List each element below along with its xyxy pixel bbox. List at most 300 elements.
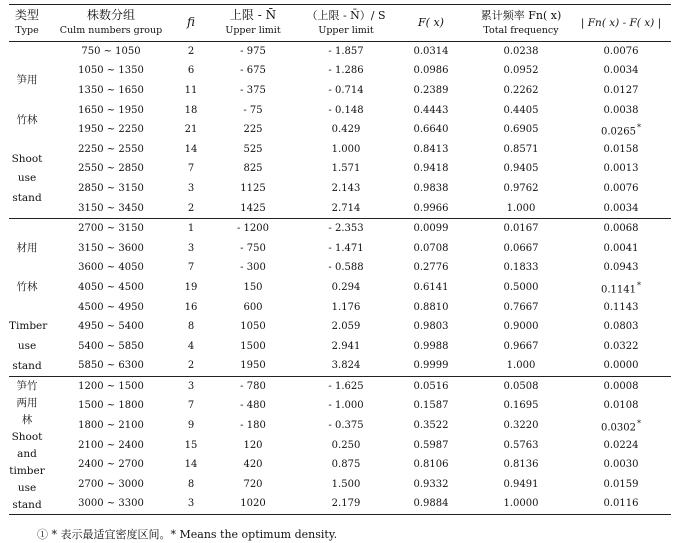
fn-cell xyxy=(471,397,571,417)
standardized-cell-text: 0.294 xyxy=(331,281,361,293)
fx-cell-text: 0.9838 xyxy=(413,182,449,194)
diff-cell-text: 0.0038 xyxy=(603,104,639,116)
fn-cell xyxy=(471,337,571,357)
standardized-cell-text: - 2.353 xyxy=(328,223,364,235)
upper-minus-mean-cell-text: 1425 xyxy=(240,202,266,214)
upper-minus-mean-cell xyxy=(205,298,301,318)
diff-cell xyxy=(571,475,671,495)
fx-cell-text: 0.8810 xyxy=(413,301,449,313)
type-line: 材用 xyxy=(16,241,38,254)
fx-cell xyxy=(391,455,471,475)
fi-cell-text: 19 xyxy=(184,281,198,293)
diff-cell-text: 0.0076 xyxy=(603,45,639,57)
diff-cell xyxy=(571,120,671,140)
fi-cell-text: 7 xyxy=(187,163,195,175)
standardized-cell xyxy=(301,42,391,62)
header-std xyxy=(301,5,391,42)
diff-cell xyxy=(571,219,671,239)
upper-minus-mean-cell xyxy=(205,455,301,475)
upper-minus-mean-cell xyxy=(205,337,301,357)
upper-minus-mean-cell-text: - 1200 xyxy=(236,223,269,235)
table-row xyxy=(9,436,671,456)
fn-cell-text: 1.000 xyxy=(506,202,536,214)
diff-cell-text: 0.0116 xyxy=(603,498,639,510)
fi-cell xyxy=(177,397,205,417)
fx-cell-text: 0.2389 xyxy=(413,84,449,96)
culm-group-cell-text: 5400 ~ 5850 xyxy=(78,340,144,352)
fx-cell xyxy=(391,101,471,121)
fi-cell-text: 3 xyxy=(187,498,195,510)
standardized-cell xyxy=(301,160,391,180)
culm-group-cell-text: 2700 ~ 3000 xyxy=(78,478,144,490)
diff-cell-text: 0.0158 xyxy=(603,143,639,155)
fi-cell xyxy=(177,357,205,377)
fn-cell xyxy=(471,455,571,475)
upper-minus-mean-cell xyxy=(205,101,301,121)
standardized-cell-text: 2.059 xyxy=(331,321,361,333)
header-group xyxy=(45,5,177,42)
diff-cell xyxy=(571,160,671,180)
fx-cell xyxy=(391,317,471,337)
fx-cell-text: 0.0986 xyxy=(413,65,449,77)
fi-cell xyxy=(177,337,205,357)
type-line: 竹林 xyxy=(16,113,38,126)
type-line xyxy=(9,91,45,111)
upper-minus-mean-cell-text: 1050 xyxy=(240,321,266,333)
culm-group-cell xyxy=(45,259,177,279)
standardized-cell-text: 1.176 xyxy=(331,301,361,313)
upper-minus-mean-cell-text: 420 xyxy=(243,459,263,471)
standardized-cell-text: - 0.588 xyxy=(328,262,364,274)
diff-cell xyxy=(571,317,671,337)
standardized-cell-text: - 1.625 xyxy=(328,380,364,392)
fn-cell-text: 0.9762 xyxy=(503,182,539,194)
fi-cell xyxy=(177,377,205,397)
diff-cell-text: 0.1143 xyxy=(603,301,639,313)
diff-cell-text: 0.0108 xyxy=(603,400,639,412)
upper-minus-mean-cell-text: - 780 xyxy=(240,380,266,392)
type-line: use xyxy=(17,172,37,185)
diff-cell xyxy=(571,62,671,82)
upper-minus-mean-cell-text: - 975 xyxy=(240,45,266,57)
table-row xyxy=(9,377,671,397)
fi-cell xyxy=(177,298,205,318)
fn-cell xyxy=(471,259,571,279)
fn-cell-text: 0.9000 xyxy=(503,321,539,333)
type-line: Shoot xyxy=(11,152,43,165)
table-row xyxy=(9,337,671,357)
type-line: timber xyxy=(9,464,45,477)
header-cum-zh: 累计频率 Fn( x) xyxy=(480,9,562,22)
diff-cell-text: 0.0127 xyxy=(603,84,639,96)
header-upper-en: Upper limit xyxy=(225,25,281,36)
fi-cell-text: 3 xyxy=(187,182,195,194)
culm-group-cell-text: 2550 ~ 2850 xyxy=(78,163,144,175)
fx-cell-text: 0.1587 xyxy=(413,400,449,412)
upper-minus-mean-cell xyxy=(205,62,301,82)
diff-cell xyxy=(571,259,671,279)
fi-cell-text: 2 xyxy=(187,45,195,57)
standardized-cell xyxy=(301,298,391,318)
header-upper xyxy=(205,5,301,42)
fi-cell xyxy=(177,62,205,82)
culm-group-cell xyxy=(45,317,177,337)
fx-cell xyxy=(391,140,471,160)
table-row xyxy=(9,317,671,337)
culm-group-cell xyxy=(45,298,177,318)
fx-cell xyxy=(391,357,471,377)
culm-group-cell-text: 4500 ~ 4950 xyxy=(78,301,144,313)
diff-cell-text: 0.0322 xyxy=(603,340,639,352)
standardized-cell xyxy=(301,62,391,82)
upper-minus-mean-cell xyxy=(205,397,301,417)
fn-cell-text: 0.0667 xyxy=(503,242,539,254)
table-row xyxy=(9,259,671,279)
upper-minus-mean-cell-text: 150 xyxy=(243,281,263,293)
fn-cell xyxy=(471,416,571,436)
header-diff-label: | Fn( x) - F( x) | xyxy=(580,16,662,29)
culm-group-cell-text: 2400 ~ 2700 xyxy=(78,459,144,471)
standardized-cell xyxy=(301,140,391,160)
fn-cell xyxy=(471,278,571,298)
fx-cell-text: 0.3522 xyxy=(413,420,449,432)
type-line: Timber xyxy=(9,320,48,333)
diff-cell-text: 0.0076 xyxy=(603,182,639,194)
standardized-cell xyxy=(301,239,391,259)
culm-group-cell-text: 1800 ~ 2100 xyxy=(78,420,144,432)
fx-cell xyxy=(391,495,471,515)
fi-cell xyxy=(177,416,205,436)
fn-cell-text: 0.1695 xyxy=(503,400,539,412)
diff-cell xyxy=(571,81,671,101)
table-row xyxy=(9,42,671,62)
optimum-star-mark: * xyxy=(637,280,641,290)
diff-cell-text: 0.0034 xyxy=(603,202,639,214)
type-line: 两用 xyxy=(16,396,38,409)
culm-group-cell xyxy=(45,199,177,219)
fi-cell-text: 14 xyxy=(184,459,198,471)
header-diff xyxy=(571,5,671,42)
standardized-cell-text: 2.714 xyxy=(331,202,361,214)
type-line: 竹林 xyxy=(16,281,38,294)
standardized-cell-text: - 1.286 xyxy=(328,65,364,77)
fn-cell-text: 0.0238 xyxy=(503,45,539,57)
culm-group-cell-text: 1950 ~ 2250 xyxy=(78,124,144,136)
diff-cell-text: 0.0803 xyxy=(603,321,639,333)
fn-cell xyxy=(471,317,571,337)
fx-cell xyxy=(391,377,471,397)
table-row xyxy=(9,140,671,160)
table-row xyxy=(9,495,671,515)
culm-group-cell xyxy=(45,357,177,377)
table-row xyxy=(9,397,671,417)
culm-group-cell-text: 2250 ~ 2550 xyxy=(78,143,144,155)
fn-cell-text: 1.0000 xyxy=(503,498,539,510)
group-shoot-use xyxy=(9,42,671,219)
standardized-cell-text: 3.824 xyxy=(331,360,361,372)
upper-minus-mean-cell xyxy=(205,199,301,219)
ks-test-table xyxy=(9,4,671,515)
fi-cell-text: 14 xyxy=(184,143,198,155)
header-row xyxy=(9,5,671,42)
type-line: and xyxy=(17,447,37,460)
standardized-cell-text: 0.429 xyxy=(331,124,361,136)
standardized-cell xyxy=(301,317,391,337)
fn-cell xyxy=(471,199,571,219)
diff-cell xyxy=(571,140,671,160)
culm-group-cell-text: 750 ~ 1050 xyxy=(81,45,141,57)
header-std-zh: （上限 - N̄）/ S xyxy=(306,9,386,22)
fi-cell xyxy=(177,475,205,495)
type-line xyxy=(9,259,45,279)
header-upper-zh: 上限 - N̄ xyxy=(229,8,277,22)
upper-minus-mean-cell xyxy=(205,416,301,436)
culm-group-cell xyxy=(45,495,177,515)
fi-cell xyxy=(177,101,205,121)
fx-cell-text: 0.0516 xyxy=(413,380,449,392)
culm-group-cell-text: 3600 ~ 4050 xyxy=(78,262,144,274)
fn-cell xyxy=(471,101,571,121)
culm-group-cell xyxy=(45,436,177,456)
fn-cell xyxy=(471,495,571,515)
fn-cell xyxy=(471,239,571,259)
standardized-cell xyxy=(301,397,391,417)
upper-minus-mean-cell-text: - 375 xyxy=(240,84,266,96)
standardized-cell xyxy=(301,179,391,199)
culm-group-cell-text: 4050 ~ 4500 xyxy=(78,281,144,293)
fx-cell-text: 0.9332 xyxy=(413,478,449,490)
fx-cell xyxy=(391,219,471,239)
header-fi-label: fi xyxy=(186,15,195,29)
upper-minus-mean-cell-text: 720 xyxy=(243,478,263,490)
upper-minus-mean-cell xyxy=(205,259,301,279)
fi-cell-text: 7 xyxy=(187,262,195,274)
diff-cell xyxy=(571,179,671,199)
diff-cell-text: 0.0008 xyxy=(603,380,639,392)
upper-minus-mean-cell-text: 120 xyxy=(243,439,263,451)
fx-cell-text: 0.0099 xyxy=(413,223,449,235)
fx-cell xyxy=(391,337,471,357)
standardized-cell xyxy=(301,259,391,279)
standardized-cell xyxy=(301,436,391,456)
fn-cell xyxy=(471,81,571,101)
culm-group-cell xyxy=(45,101,177,121)
fx-cell-text: 0.0314 xyxy=(413,45,449,57)
culm-group-cell-text: 5850 ~ 6300 xyxy=(78,360,144,372)
diff-cell-text: 0.0302 xyxy=(601,422,636,434)
standardized-cell xyxy=(301,416,391,436)
header-fi xyxy=(177,5,205,42)
type-line: use xyxy=(17,339,37,352)
culm-group-cell-text: 1350 ~ 1650 xyxy=(78,84,144,96)
fn-cell xyxy=(471,42,571,62)
upper-minus-mean-cell-text: 1020 xyxy=(240,498,266,510)
diff-cell-text: 0.0943 xyxy=(603,262,639,274)
fi-cell xyxy=(177,199,205,219)
standardized-cell-text: 0.250 xyxy=(331,439,361,451)
fx-cell-text: 0.8413 xyxy=(413,143,449,155)
fx-cell xyxy=(391,62,471,82)
fx-cell-text: 0.4443 xyxy=(413,104,449,116)
fn-cell-text: 0.3220 xyxy=(503,420,539,432)
culm-group-cell xyxy=(45,120,177,140)
header-group-zh: 株数分组 xyxy=(86,8,135,22)
upper-minus-mean-cell xyxy=(205,81,301,101)
fx-cell xyxy=(391,475,471,495)
type-line: 笋用 xyxy=(16,74,38,87)
culm-group-cell-text: 1500 ~ 1800 xyxy=(78,400,144,412)
standardized-cell-text: - 0.148 xyxy=(328,104,364,116)
fi-cell-text: 8 xyxy=(187,321,195,333)
upper-minus-mean-cell-text: - 750 xyxy=(240,242,266,254)
upper-minus-mean-cell-text: - 480 xyxy=(240,400,266,412)
upper-minus-mean-cell-text: - 675 xyxy=(240,65,266,77)
table-row xyxy=(9,199,671,219)
upper-minus-mean-cell xyxy=(205,179,301,199)
culm-group-cell xyxy=(45,160,177,180)
upper-minus-mean-cell-text: - 180 xyxy=(240,420,266,432)
upper-minus-mean-cell xyxy=(205,42,301,62)
culm-group-cell-text: 3150 ~ 3600 xyxy=(78,242,144,254)
fn-cell-text: 0.8136 xyxy=(503,459,539,471)
upper-minus-mean-cell xyxy=(205,278,301,298)
type-cell-timber-use xyxy=(9,219,48,377)
fn-cell-text: 0.6905 xyxy=(503,124,539,136)
standardized-cell-text: 1.500 xyxy=(331,478,361,490)
diff-cell xyxy=(571,239,671,259)
standardized-cell-text: 2.179 xyxy=(331,498,361,510)
fi-cell-text: 21 xyxy=(184,124,198,136)
standardized-cell xyxy=(301,357,391,377)
fi-cell-text: 16 xyxy=(184,301,198,313)
table-row xyxy=(9,278,671,298)
header-fx-label: F( x) xyxy=(418,16,444,29)
fx-cell-text: 0.9418 xyxy=(413,163,449,175)
type-cell-shoot-timber-use xyxy=(9,377,45,515)
fn-cell xyxy=(471,219,571,239)
fi-cell-text: 4 xyxy=(187,340,195,352)
culm-group-cell-text: 1200 ~ 1500 xyxy=(78,380,144,392)
fn-cell xyxy=(471,436,571,456)
fi-cell-text: 9 xyxy=(187,420,195,432)
fx-cell xyxy=(391,199,471,219)
optimum-star-mark: * xyxy=(637,418,641,428)
upper-minus-mean-cell xyxy=(205,219,301,239)
fi-cell xyxy=(177,81,205,101)
fn-cell-text: 0.5763 xyxy=(503,439,539,451)
optimum-star-mark: * xyxy=(637,123,641,132)
type-line xyxy=(9,52,45,72)
standardized-cell xyxy=(301,278,391,298)
type-line: stand xyxy=(12,359,42,372)
table-row xyxy=(9,160,671,180)
diff-cell xyxy=(571,436,671,456)
fx-cell-text: 0.9884 xyxy=(413,498,449,510)
fn-cell-text: 0.0508 xyxy=(503,380,539,392)
diff-cell xyxy=(571,298,671,318)
fi-cell xyxy=(177,219,205,239)
upper-minus-mean-cell xyxy=(205,475,301,495)
fn-cell-text: 0.7667 xyxy=(503,301,539,313)
fn-cell-text: 0.8571 xyxy=(503,143,539,155)
fx-cell-text: 0.9966 xyxy=(413,202,449,214)
upper-minus-mean-cell-text: 600 xyxy=(243,301,263,313)
fx-cell-text: 0.9999 xyxy=(413,360,449,372)
fx-cell-text: 0.5987 xyxy=(413,439,449,451)
diff-cell-text: 0.0265 xyxy=(601,126,636,138)
header-cum xyxy=(471,5,571,42)
fi-cell xyxy=(177,140,205,160)
diff-cell xyxy=(571,377,671,397)
diff-cell xyxy=(571,42,671,62)
fi-cell xyxy=(177,179,205,199)
fi-cell-text: 18 xyxy=(184,104,198,116)
upper-minus-mean-cell-text: - 75 xyxy=(243,104,263,116)
standardized-cell xyxy=(301,475,391,495)
upper-minus-mean-cell xyxy=(205,160,301,180)
table-row xyxy=(9,62,671,82)
culm-group-cell-text: 3150 ~ 3450 xyxy=(78,202,144,214)
culm-group-cell xyxy=(45,397,177,417)
fi-cell-text: 3 xyxy=(187,242,195,254)
standardized-cell-text: - 1.857 xyxy=(328,45,364,57)
standardized-cell-text: 1.571 xyxy=(331,163,361,175)
header-type xyxy=(9,5,45,42)
type-cell-shoot-use xyxy=(9,42,45,219)
fn-cell xyxy=(471,140,571,160)
fx-cell xyxy=(391,278,471,298)
table-row xyxy=(9,120,671,140)
upper-minus-mean-cell-text: 225 xyxy=(243,124,263,136)
type-line: 笋竹 xyxy=(16,379,38,392)
diff-cell-text: 0.0224 xyxy=(603,439,639,451)
culm-group-cell-text: 1050 ~ 1350 xyxy=(78,65,144,77)
fi-cell xyxy=(177,42,205,62)
fi-cell-text: 2 xyxy=(187,202,195,214)
standardized-cell-text: - 0.375 xyxy=(328,420,364,432)
upper-minus-mean-cell-text: 1950 xyxy=(240,360,266,372)
culm-group-cell-text: 3000 ~ 3300 xyxy=(78,498,144,510)
fx-cell xyxy=(391,298,471,318)
fi-cell-text: 8 xyxy=(187,478,195,490)
diff-cell xyxy=(571,455,671,475)
diff-cell-text: 0.1141 xyxy=(601,284,636,296)
culm-group-cell-text: 4950 ~ 5400 xyxy=(78,321,144,333)
fi-cell-text: 11 xyxy=(184,84,198,96)
upper-minus-mean-cell xyxy=(205,377,301,397)
diff-cell xyxy=(571,199,671,219)
fx-cell xyxy=(391,416,471,436)
table-row xyxy=(9,357,671,377)
culm-group-cell xyxy=(45,219,177,239)
fx-cell xyxy=(391,160,471,180)
fx-cell-text: 0.9988 xyxy=(413,340,449,352)
type-line xyxy=(9,219,45,239)
diff-cell-text: 0.0030 xyxy=(603,459,639,471)
culm-group-cell xyxy=(45,81,177,101)
diff-cell-text: 0.0034 xyxy=(603,65,639,77)
standardized-cell-text: - 0.714 xyxy=(328,84,364,96)
table-row xyxy=(9,298,671,318)
culm-group-cell xyxy=(45,455,177,475)
fn-cell-text: 0.0167 xyxy=(503,223,539,235)
upper-minus-mean-cell-text: 1125 xyxy=(240,182,266,194)
upper-minus-mean-cell xyxy=(205,140,301,160)
fx-cell xyxy=(391,436,471,456)
upper-minus-mean-cell xyxy=(205,120,301,140)
standardized-cell-text: - 1.000 xyxy=(328,400,364,412)
header-type-en: Type xyxy=(15,25,39,36)
